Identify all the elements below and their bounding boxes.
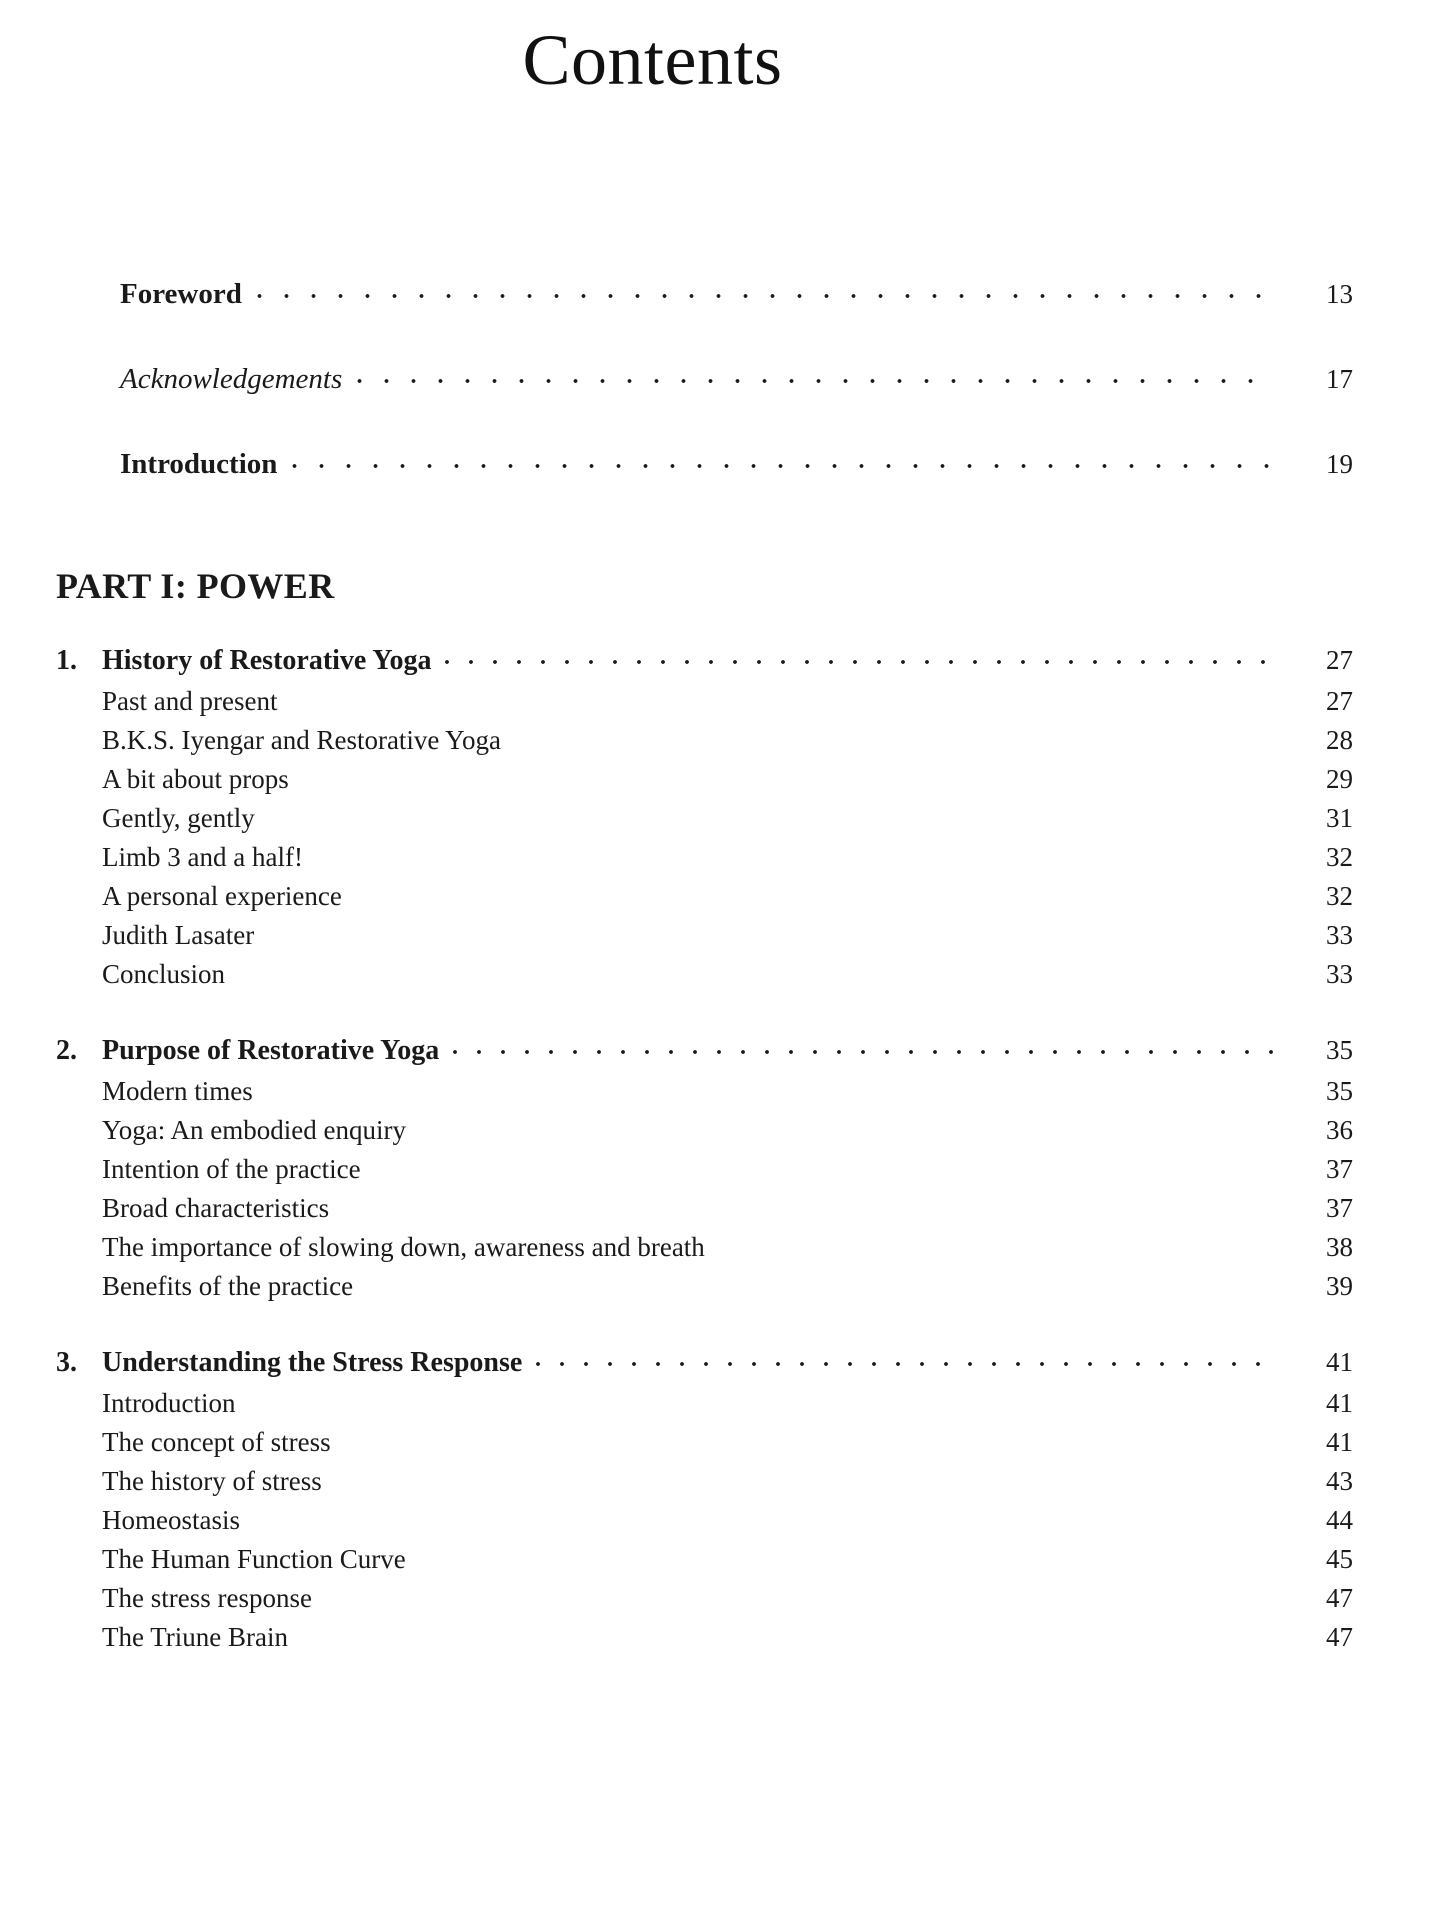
section-title: Conclusion: [102, 959, 226, 989]
section-title: B.K.S. Iyengar and Restorative Yoga: [102, 725, 501, 755]
chapter-list: [0, 645, 1445, 1653]
section-entry[interactable]: [56, 803, 1353, 834]
chapter-entry[interactable]: [56, 1035, 1353, 1067]
section-entry[interactable]: [56, 1154, 1353, 1185]
section-page: 37: [1326, 1193, 1353, 1223]
section-page: 29: [1326, 764, 1353, 794]
section-page: 36: [1326, 1115, 1353, 1145]
chapter-number: 3.: [56, 1347, 77, 1378]
chapter-page: 35: [1326, 1035, 1353, 1065]
frontmatter-entry-label: Foreword: [120, 278, 242, 310]
frontmatter-entry-page: 13: [1326, 279, 1353, 309]
section-page: 44: [1326, 1505, 1353, 1535]
frontmatter-list: [0, 278, 1445, 481]
section-entry[interactable]: [56, 1115, 1353, 1146]
frontmatter-entry-page: 17: [1326, 364, 1353, 394]
dot-leader: [281, 457, 1273, 473]
section-title: Homeostasis: [102, 1505, 240, 1535]
section-title: Benefits of the practice: [102, 1271, 354, 1301]
section-entry[interactable]: [56, 1232, 1353, 1263]
section-title: Judith Lasater: [102, 920, 255, 950]
section-title: Intention of the practice: [102, 1154, 361, 1184]
section-entry[interactable]: [56, 1388, 1353, 1419]
section-page: 43: [1326, 1466, 1353, 1496]
section-page: 32: [1326, 881, 1353, 911]
section-entry[interactable]: [56, 842, 1353, 873]
section-title: The Human Function Curve: [102, 1544, 406, 1574]
section-title: Gently, gently: [102, 803, 255, 833]
section-entry[interactable]: [56, 1622, 1353, 1653]
frontmatter-entry[interactable]: [120, 363, 1353, 396]
section-page: 45: [1326, 1544, 1353, 1574]
section-page: 35: [1326, 1076, 1353, 1106]
section-title: The concept of stress: [102, 1427, 331, 1457]
chapter-title: History of Restorative Yoga: [102, 645, 432, 676]
chapter-group: [56, 1035, 1353, 1302]
section-page: 33: [1326, 959, 1353, 989]
section-page: 33: [1326, 920, 1353, 950]
section-entry[interactable]: [56, 764, 1353, 795]
section-page: 38: [1326, 1232, 1353, 1262]
page-title: Contents: [522, 20, 783, 100]
section-entry[interactable]: [56, 881, 1353, 912]
section-title: Introduction: [102, 1388, 236, 1418]
section-entry[interactable]: [56, 1583, 1353, 1614]
section-entry[interactable]: [56, 686, 1353, 717]
section-title: The importance of slowing down, awareness and breath: [102, 1232, 705, 1262]
chapter-number: 2.: [56, 1035, 77, 1066]
frontmatter-entry[interactable]: [120, 448, 1353, 481]
section-title: Broad characteristics: [102, 1193, 330, 1223]
part-heading: PART I: POWER: [56, 566, 335, 606]
chapter-entry[interactable]: [56, 645, 1353, 677]
chapter-page: 27: [1326, 645, 1353, 675]
chapter-group: [56, 645, 1353, 990]
section-entry[interactable]: [56, 1466, 1353, 1497]
chapter-page: 41: [1326, 1347, 1353, 1377]
section-entry[interactable]: [56, 725, 1353, 756]
section-page: 31: [1326, 803, 1353, 833]
section-entry[interactable]: [56, 959, 1353, 990]
section-page: 39: [1326, 1271, 1353, 1301]
section-title: The stress response: [102, 1583, 312, 1613]
section-page: 47: [1326, 1622, 1353, 1652]
dot-leader: [346, 372, 1273, 388]
section-page: 32: [1326, 842, 1353, 872]
chapter-number: 1.: [56, 645, 77, 676]
section-page: 41: [1326, 1427, 1353, 1457]
chapter-title: Purpose of Restorative Yoga: [102, 1035, 440, 1066]
section-entry[interactable]: [56, 920, 1353, 951]
section-title: Past and present: [102, 686, 278, 716]
section-title: A bit about props: [102, 764, 289, 794]
dot-leader: [526, 1355, 1273, 1371]
dot-leader: [443, 1043, 1273, 1059]
dot-leader: [435, 653, 1273, 669]
section-entry[interactable]: [56, 1505, 1353, 1536]
chapter-group: [56, 1347, 1353, 1653]
frontmatter-entry-page: 19: [1326, 449, 1353, 479]
section-page: 27: [1326, 686, 1353, 716]
chapter-title: Understanding the Stress Response: [102, 1347, 523, 1378]
section-entry[interactable]: [56, 1193, 1353, 1224]
frontmatter-entry[interactable]: [120, 278, 1353, 311]
section-title: A personal experience: [102, 881, 342, 911]
section-title: The history of stress: [102, 1466, 322, 1496]
section-entry[interactable]: [56, 1271, 1353, 1302]
section-entry[interactable]: [56, 1076, 1353, 1107]
section-title: Modern times: [102, 1076, 253, 1106]
section-page: 47: [1326, 1583, 1353, 1613]
chapter-entry[interactable]: [56, 1347, 1353, 1379]
section-title: The Triune Brain: [102, 1622, 288, 1652]
section-page: 28: [1326, 725, 1353, 755]
section-entry[interactable]: [56, 1427, 1353, 1458]
section-title: Limb 3 and a half!: [102, 842, 303, 872]
dot-leader: [246, 287, 1273, 303]
frontmatter-entry-label: Introduction: [120, 448, 278, 480]
section-title: Yoga: An embodied enquiry: [102, 1115, 406, 1145]
section-entry[interactable]: [56, 1544, 1353, 1575]
frontmatter-entry-label: Acknowledgements: [120, 363, 343, 395]
section-page: 41: [1326, 1388, 1353, 1418]
section-page: 37: [1326, 1154, 1353, 1184]
